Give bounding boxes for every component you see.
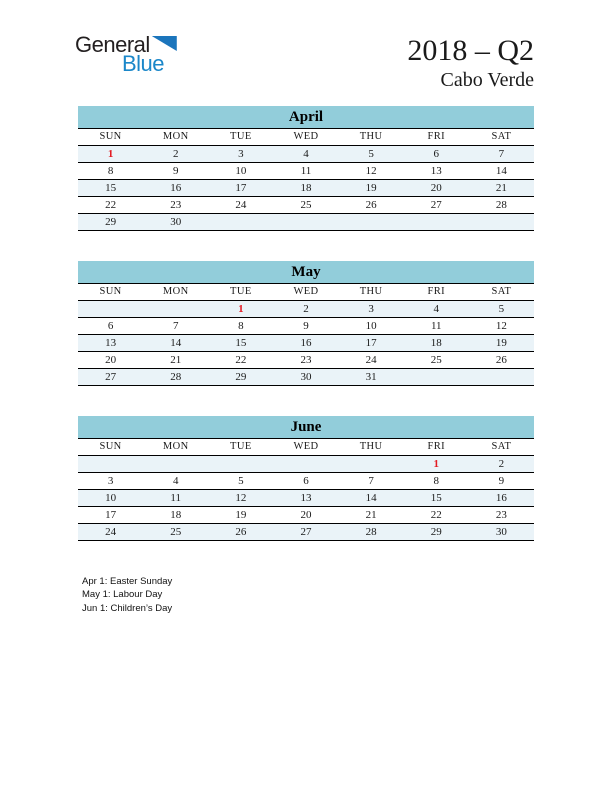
weekday-header: SUN <box>78 284 143 301</box>
week-row <box>78 368 534 385</box>
day-cell: 10 <box>78 489 143 506</box>
day-cell: 24 <box>208 196 273 213</box>
day-cell: 3 <box>208 145 273 162</box>
day-cell: 2 <box>273 300 338 317</box>
day-cell: 10 <box>208 162 273 179</box>
weekday-header-row <box>78 284 534 301</box>
day-cell <box>273 455 338 472</box>
day-cell: 16 <box>143 179 208 196</box>
weekday-header: SAT <box>469 129 534 146</box>
month-header: April <box>78 106 534 129</box>
day-cell: 27 <box>78 368 143 385</box>
day-cell-holiday: 1 <box>78 145 143 162</box>
day-cell: 23 <box>143 196 208 213</box>
day-cell: 30 <box>273 368 338 385</box>
holiday-legend-item: Apr 1: Easter Sunday <box>82 575 173 587</box>
day-cell: 7 <box>143 317 208 334</box>
day-cell: 17 <box>78 506 143 523</box>
day-cell: 28 <box>469 196 534 213</box>
week-row <box>78 472 534 489</box>
weekday-header: SAT <box>469 284 534 301</box>
weekday-header: THU <box>339 439 404 456</box>
week-row <box>78 351 534 368</box>
day-cell <box>143 300 208 317</box>
day-cell: 17 <box>339 334 404 351</box>
holiday-legend-item: May 1: Labour Day <box>82 589 163 600</box>
day-cell: 19 <box>339 179 404 196</box>
week-row <box>78 300 534 317</box>
day-cell-holiday: 1 <box>404 455 469 472</box>
day-cell: 16 <box>273 334 338 351</box>
day-cell: 5 <box>339 145 404 162</box>
month-table-april <box>78 129 534 231</box>
day-cell <box>78 455 143 472</box>
weekday-header: WED <box>273 284 338 301</box>
day-cell: 26 <box>208 523 273 540</box>
day-cell: 9 <box>273 317 338 334</box>
day-cell: 12 <box>208 489 273 506</box>
weekday-header: THU <box>339 129 404 146</box>
day-cell: 5 <box>469 300 534 317</box>
day-cell: 2 <box>469 455 534 472</box>
day-cell: 19 <box>208 506 273 523</box>
day-cell-holiday: 1 <box>208 300 273 317</box>
day-cell: 30 <box>469 523 534 540</box>
day-cell: 6 <box>78 317 143 334</box>
day-cell: 22 <box>78 196 143 213</box>
day-cell <box>143 455 208 472</box>
month-table-june <box>78 439 534 541</box>
holiday-legend <box>82 575 612 616</box>
day-cell: 3 <box>78 472 143 489</box>
week-row <box>78 523 534 540</box>
months-container <box>0 106 612 541</box>
flag-triangle-icon <box>152 36 177 51</box>
weekday-header: TUE <box>208 129 273 146</box>
month-april <box>78 106 534 231</box>
week-row <box>78 162 534 179</box>
day-cell: 11 <box>273 162 338 179</box>
day-cell: 8 <box>208 317 273 334</box>
day-cell: 13 <box>404 162 469 179</box>
month-header: June <box>78 416 534 439</box>
day-cell: 31 <box>339 368 404 385</box>
day-cell: 18 <box>143 506 208 523</box>
day-cell: 6 <box>273 472 338 489</box>
holiday-legend-item: Jun 1: Children’s Day <box>82 602 173 614</box>
logo-word-blue: Blue <box>122 51 165 76</box>
day-cell: 20 <box>273 506 338 523</box>
day-cell: 26 <box>339 196 404 213</box>
day-cell: 11 <box>143 489 208 506</box>
day-cell: 30 <box>143 213 208 230</box>
day-cell: 14 <box>469 162 534 179</box>
day-cell: 7 <box>469 145 534 162</box>
day-cell: 25 <box>143 523 208 540</box>
day-cell: 19 <box>469 334 534 351</box>
day-cell: 5 <box>208 472 273 489</box>
title-block <box>407 34 534 92</box>
day-cell <box>339 455 404 472</box>
day-cell: 29 <box>78 213 143 230</box>
day-cell: 29 <box>208 368 273 385</box>
day-cell: 28 <box>143 368 208 385</box>
day-cell <box>404 213 469 230</box>
week-row <box>78 145 534 162</box>
day-cell: 9 <box>143 162 208 179</box>
logo-word-general: General <box>75 32 150 57</box>
weekday-header: SAT <box>469 439 534 456</box>
day-cell <box>469 213 534 230</box>
day-cell: 18 <box>404 334 469 351</box>
day-cell: 13 <box>273 489 338 506</box>
day-cell: 8 <box>404 472 469 489</box>
day-cell: 3 <box>339 300 404 317</box>
day-cell: 23 <box>469 506 534 523</box>
day-cell: 14 <box>339 489 404 506</box>
week-row <box>78 179 534 196</box>
general-blue-logo <box>75 34 205 75</box>
day-cell: 4 <box>404 300 469 317</box>
day-cell: 17 <box>208 179 273 196</box>
day-cell: 4 <box>143 472 208 489</box>
day-cell <box>273 213 338 230</box>
day-cell: 13 <box>78 334 143 351</box>
weekday-header: SUN <box>78 129 143 146</box>
month-june <box>78 416 534 541</box>
month-header: May <box>78 261 534 284</box>
page-subtitle: Cabo Verde <box>440 68 534 91</box>
day-cell: 25 <box>404 351 469 368</box>
weekday-header-row <box>78 439 534 456</box>
week-row <box>78 489 534 506</box>
day-cell: 15 <box>208 334 273 351</box>
weekday-header: MON <box>143 129 208 146</box>
day-cell: 6 <box>404 145 469 162</box>
weekday-header: FRI <box>404 129 469 146</box>
day-cell <box>404 368 469 385</box>
week-row <box>78 455 534 472</box>
day-cell: 4 <box>273 145 338 162</box>
day-cell: 26 <box>469 351 534 368</box>
week-row <box>78 196 534 213</box>
week-row <box>78 334 534 351</box>
weekday-header: WED <box>273 129 338 146</box>
day-cell <box>78 300 143 317</box>
week-row <box>78 506 534 523</box>
day-cell: 28 <box>339 523 404 540</box>
page-title: 2018 – Q2 <box>407 34 534 67</box>
week-row <box>78 317 534 334</box>
day-cell: 25 <box>273 196 338 213</box>
month-may <box>78 261 534 386</box>
day-cell <box>469 368 534 385</box>
weekday-header: FRI <box>404 439 469 456</box>
day-cell: 9 <box>469 472 534 489</box>
weekday-header: WED <box>273 439 338 456</box>
day-cell: 8 <box>78 162 143 179</box>
day-cell: 18 <box>273 179 338 196</box>
day-cell: 24 <box>78 523 143 540</box>
day-cell: 23 <box>273 351 338 368</box>
day-cell: 27 <box>273 523 338 540</box>
day-cell: 27 <box>404 196 469 213</box>
day-cell: 24 <box>339 351 404 368</box>
day-cell: 10 <box>339 317 404 334</box>
weekday-header-row <box>78 129 534 146</box>
day-cell: 22 <box>208 351 273 368</box>
weekday-header: MON <box>143 284 208 301</box>
weekday-header: MON <box>143 439 208 456</box>
day-cell: 15 <box>78 179 143 196</box>
day-cell: 16 <box>469 489 534 506</box>
day-cell: 12 <box>469 317 534 334</box>
day-cell: 22 <box>404 506 469 523</box>
day-cell: 2 <box>143 145 208 162</box>
weekday-header: FRI <box>404 284 469 301</box>
day-cell: 29 <box>404 523 469 540</box>
weekday-header: TUE <box>208 284 273 301</box>
day-cell: 21 <box>143 351 208 368</box>
day-cell: 20 <box>404 179 469 196</box>
page-header <box>0 0 612 92</box>
day-cell <box>339 213 404 230</box>
weekday-header: TUE <box>208 439 273 456</box>
day-cell <box>208 455 273 472</box>
weekday-header: THU <box>339 284 404 301</box>
day-cell: 11 <box>404 317 469 334</box>
week-row <box>78 213 534 230</box>
day-cell: 12 <box>339 162 404 179</box>
day-cell: 21 <box>339 506 404 523</box>
month-table-may <box>78 284 534 386</box>
day-cell: 7 <box>339 472 404 489</box>
day-cell: 14 <box>143 334 208 351</box>
day-cell: 21 <box>469 179 534 196</box>
day-cell: 20 <box>78 351 143 368</box>
weekday-header: SUN <box>78 439 143 456</box>
day-cell: 15 <box>404 489 469 506</box>
day-cell <box>208 213 273 230</box>
